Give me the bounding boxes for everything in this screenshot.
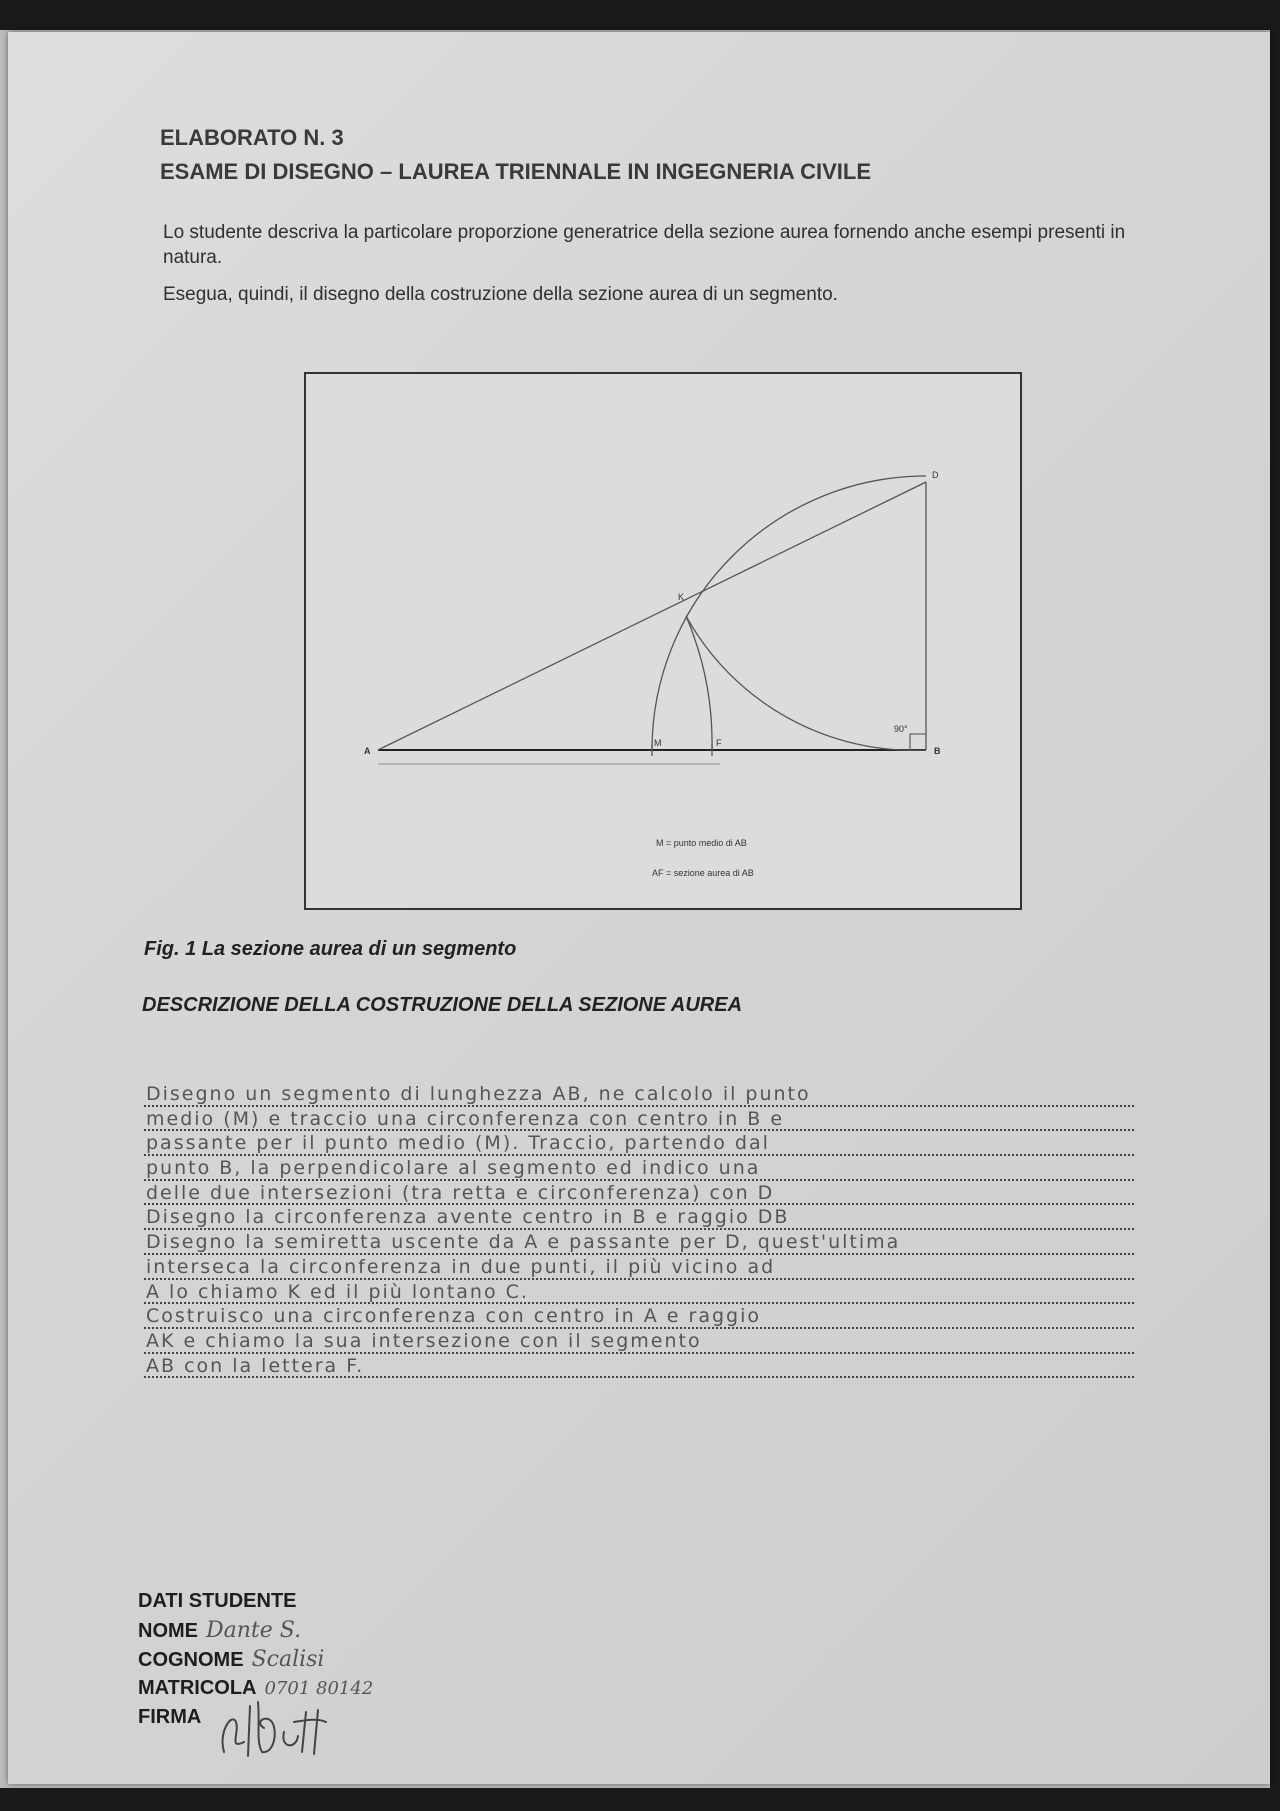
exam-sheet (8, 32, 1270, 1784)
answer-line: Costruisco una circonferenza con centro in A e raggio (144, 1304, 1134, 1329)
cognome-value: Scalisi (251, 1647, 325, 1672)
matricola-value: 0701 80142 (264, 1678, 374, 1699)
label-m: M (654, 738, 662, 748)
figure-caption: Fig. 1 La sezione aurea di un segmento (144, 938, 517, 960)
answer-line: Disegno un segmento di lunghezza AB, ne calcolo il punto (144, 1082, 1134, 1107)
label-f: F (716, 738, 722, 748)
label-b: B (934, 746, 941, 756)
answer-line: medio (M) e traccio una circonferenza con centro in B e (144, 1107, 1134, 1132)
label-right-angle: 90° (894, 724, 908, 734)
answer-line: punto B, la perpendicolare al segmento ed indico una (144, 1156, 1134, 1181)
label-a: A (364, 746, 371, 756)
answer-line: interseca la circonferenza in due punti, il più vicino ad (144, 1255, 1134, 1280)
legend-midpoint: M = punto medio di AB (656, 838, 747, 848)
student-section-label: DATI STUDENTE (138, 1590, 297, 1612)
answer-line: AK e chiamo la sua intersezione con il segmento (144, 1329, 1134, 1354)
firma-label: FIRMA (138, 1706, 202, 1728)
answer-line: delle due intersezioni (tra retta e circonferenza) con D (144, 1181, 1134, 1206)
legend-golden-section: AF = sezione aurea di AB (652, 868, 754, 878)
prompt-paragraph-1: Lo studente descriva la particolare proporzione generatrice della sezione aurea fornendo anche esempi presenti in natura. (163, 222, 1126, 268)
signature-scribble (214, 1692, 364, 1762)
arc-center-b-large (652, 476, 926, 750)
nome-row (138, 1616, 373, 1645)
label-k: K (678, 592, 685, 602)
label-d: D (932, 470, 939, 480)
prompt-paragraph-2: Esegua, quindi, il disegno della costruzione della sezione aurea di un segmento. (163, 284, 838, 305)
description-title: DESCRIZIONE DELLA COSTRUZIONE DELLA SEZIONE AUREA (142, 994, 743, 1016)
answer-lines (144, 1082, 1134, 1378)
semiline-ad (378, 482, 926, 750)
answer-line: Disegno la semiretta uscente da A e passante per D, quest'ultima (144, 1230, 1134, 1255)
arc-center-d (686, 616, 926, 750)
golden-section-drawing (306, 374, 1020, 908)
answer-line: Disegno la circonferenza avente centro in B e raggio DB (144, 1205, 1134, 1230)
cognome-row (138, 1645, 373, 1674)
answer-line: passante per il punto medio (M). Traccio, partendo dal (144, 1131, 1134, 1156)
cognome-label: COGNOME (138, 1649, 244, 1671)
right-angle-mark (910, 734, 926, 750)
exam-number: ELABORATO N. 3 (160, 125, 344, 150)
nome-label: NOME (138, 1620, 198, 1642)
answer-line: A lo chiamo K ed il più lontano C. (144, 1280, 1134, 1305)
exam-title: ESAME DI DISEGNO – LAUREA TRIENNALE IN INGEGNERIA CIVILE (160, 159, 871, 184)
figure-frame (304, 372, 1022, 910)
matricola-label: MATRICOLA (138, 1677, 257, 1699)
answer-line: AB con la lettera F. (144, 1354, 1134, 1379)
nome-value: Dante S. (206, 1618, 302, 1643)
